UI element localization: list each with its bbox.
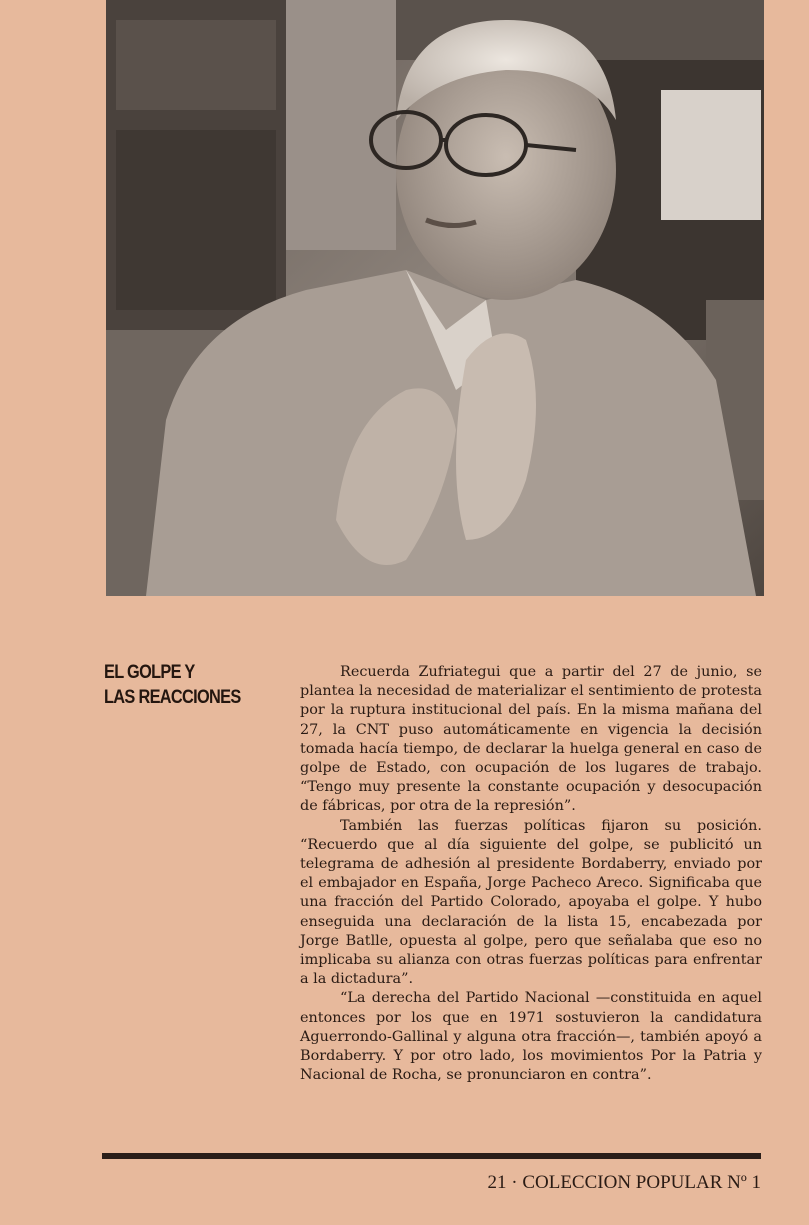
portrait-photo-icon [106, 0, 764, 596]
portrait-photo [106, 0, 764, 596]
article-paragraph-2: También las fuerzas políticas fijaron su posición. “Recuerdo que al día siguiente del golpe, se publicitó un telegrama de adhesión al presidente Bordaberry, enviado por el embajador en España, Jorge Pacheco Areco. Significaba que una fracción del Partido Colorado, apoyaba el golpe. Y hubo enseguida una declaración de la lista 15, encabezada por Jorge Batlle, opuesta al golpe, pero que señalaba que eso no implicaba su alianza con otras fuerzas políticas para enfrentar a la dictadura”. [300, 817, 762, 988]
section-heading-line-2: LAS REACCIONES [104, 687, 241, 708]
article-paragraph-3: “La derecha del Partido Nacional —constituida en aquel entonces por los que en 1971 sostuvieron la candidatura Aguerrondo-Gallinal y alguna otra fracción—, también apoyó a Bordaberry. Y por otro lado, los movimientos Por la Patria y Nacional de Rocha, se pronunciaron en contra”. [300, 990, 762, 1084]
section-heading [104, 660, 250, 710]
page-footer: 21 · COLECCION POPULAR Nº 1 [487, 1172, 761, 1193]
article-body [300, 663, 762, 1085]
article-paragraph-1: Recuerda Zufriategui que a partir del 27 de junio, se plantea la necesidad de materializar el sentimiento de protesta por la ruptura institucional del país. En la misma mañana del 27, la CNT puso automáticamente en vigencia la decisión tomada hacía tiempo, de declarar la huelga general en caso de golpe de Estado, con ocupación de los lugares de trabajo. “Tengo muy presente la constante ocupación y desocupación de fábricas, por otra de la represión”. [300, 664, 762, 815]
section-heading-line-1: EL GOLPE Y [104, 662, 195, 683]
footer-divider [102, 1153, 761, 1159]
